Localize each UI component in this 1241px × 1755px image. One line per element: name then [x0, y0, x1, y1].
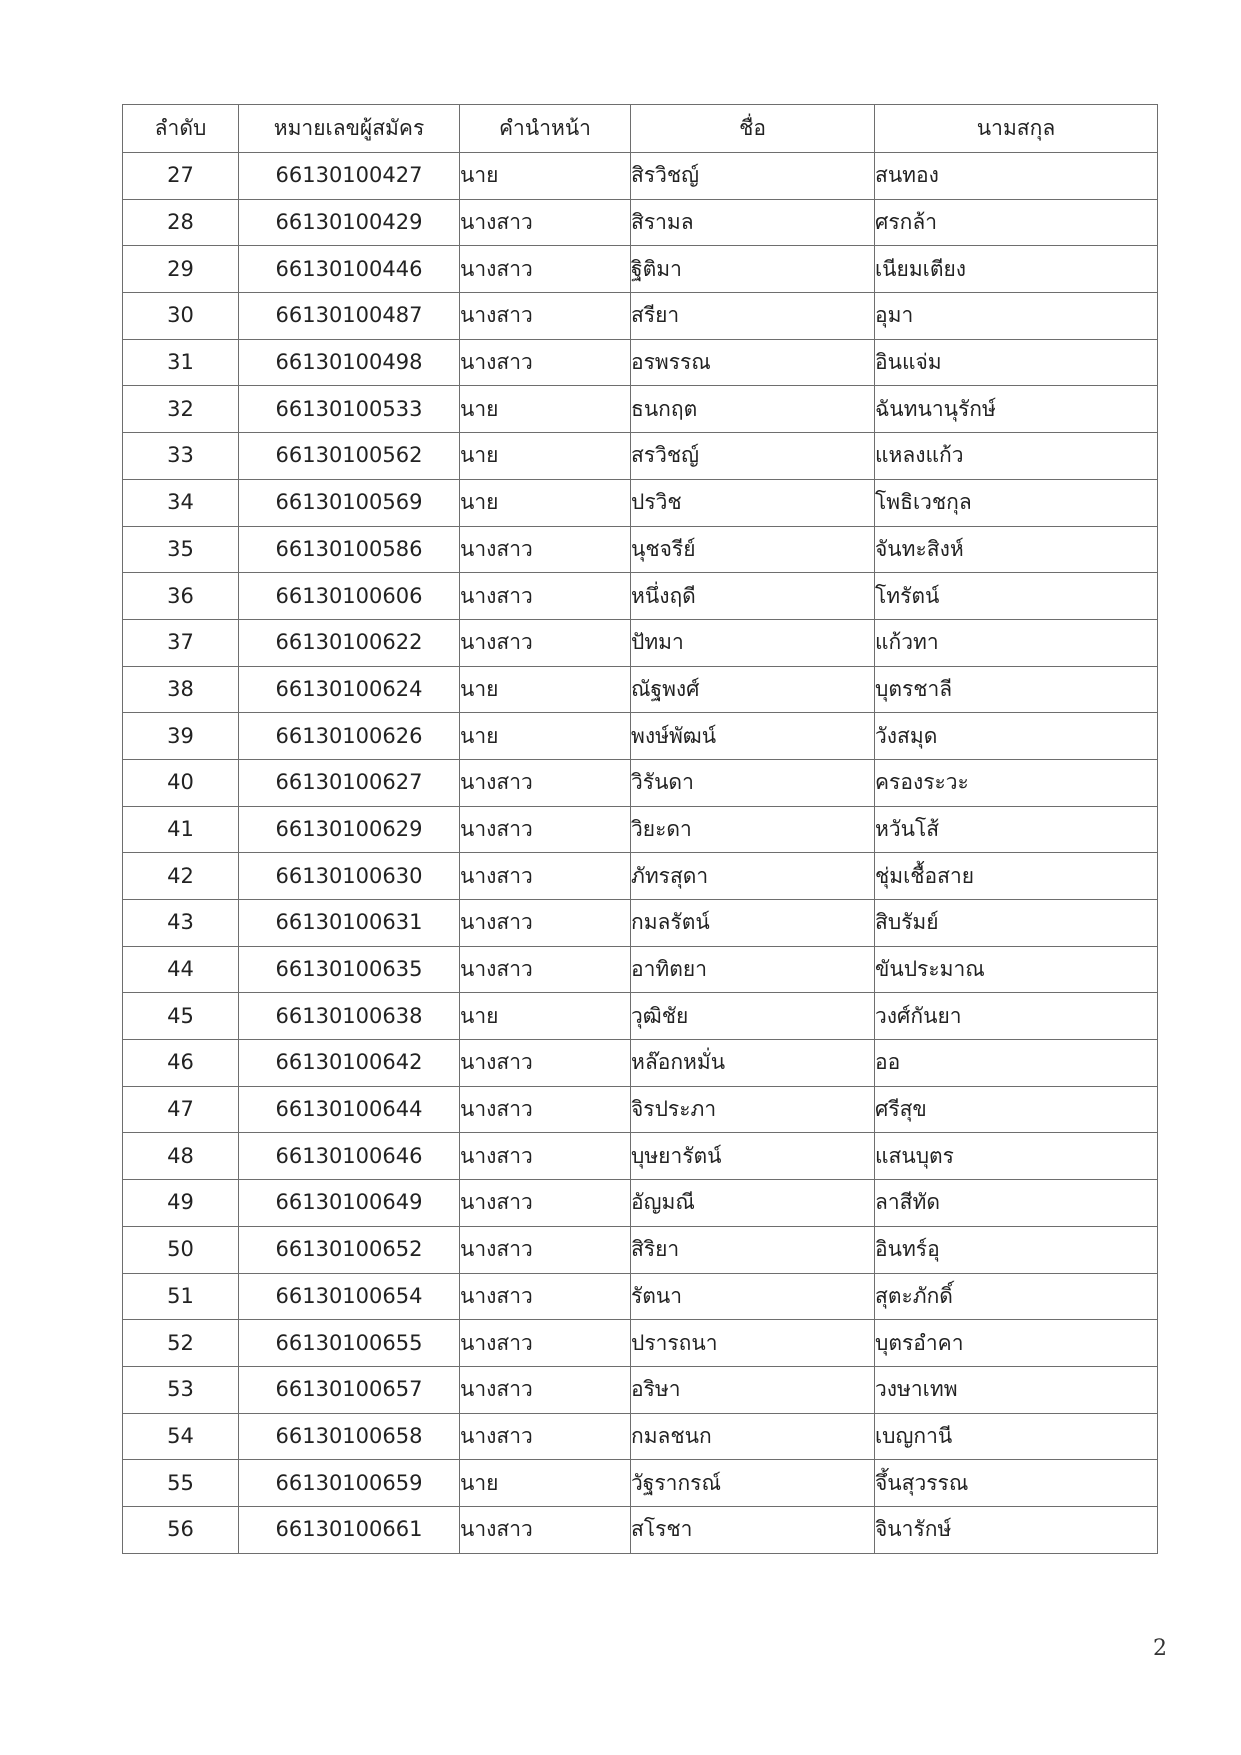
cell-first-name: สิริยา — [631, 1226, 875, 1273]
table-row — [123, 666, 1158, 713]
cell-prefix: นาย — [460, 386, 631, 433]
table-row — [123, 1320, 1158, 1367]
cell-applicant-id: 66130100427 — [239, 153, 460, 200]
cell-applicant-id: 66130100659 — [239, 1460, 460, 1507]
cell-last-name: วังสมุด — [875, 713, 1158, 760]
cell-last-name: แก้วทา — [875, 619, 1158, 666]
cell-first-name: อรพรรณ — [631, 339, 875, 386]
cell-first-name: ณัฐพงศ์ — [631, 666, 875, 713]
cell-prefix: นางสาว — [460, 1413, 631, 1460]
cell-prefix: นางสาว — [460, 946, 631, 993]
cell-no: 38 — [123, 666, 239, 713]
cell-no: 32 — [123, 386, 239, 433]
cell-prefix: นางสาว — [460, 759, 631, 806]
cell-last-name: ชุ่มเชื้อสาย — [875, 853, 1158, 900]
cell-no: 56 — [123, 1506, 239, 1553]
cell-last-name: บุตรชาลี — [875, 666, 1158, 713]
cell-no: 45 — [123, 993, 239, 1040]
table-row — [123, 433, 1158, 480]
cell-first-name: รัตนา — [631, 1273, 875, 1320]
table-row — [123, 199, 1158, 246]
cell-no: 42 — [123, 853, 239, 900]
cell-applicant-id: 66130100562 — [239, 433, 460, 480]
cell-no: 48 — [123, 1133, 239, 1180]
cell-last-name: อินแจ่ม — [875, 339, 1158, 386]
cell-prefix: นางสาว — [460, 1506, 631, 1553]
table-row — [123, 339, 1158, 386]
cell-last-name: ขันประมาณ — [875, 946, 1158, 993]
cell-no: 44 — [123, 946, 239, 993]
cell-no: 41 — [123, 806, 239, 853]
cell-no: 43 — [123, 900, 239, 947]
table-row — [123, 946, 1158, 993]
cell-first-name: อาทิตยา — [631, 946, 875, 993]
cell-applicant-id: 66130100626 — [239, 713, 460, 760]
cell-last-name: อุมา — [875, 293, 1158, 340]
cell-no: 36 — [123, 573, 239, 620]
cell-applicant-id: 66130100622 — [239, 619, 460, 666]
cell-last-name: วงษาเทพ — [875, 1366, 1158, 1413]
cell-last-name: อินทร์อุ — [875, 1226, 1158, 1273]
cell-last-name: บุตรอำคา — [875, 1320, 1158, 1367]
cell-first-name: วิรันดา — [631, 759, 875, 806]
table-row — [123, 759, 1158, 806]
cell-no: 33 — [123, 433, 239, 480]
cell-first-name: กมลรัตน์ — [631, 900, 875, 947]
cell-last-name: โพธิเวชกุล — [875, 479, 1158, 526]
cell-last-name: สุตะภักดิ์ — [875, 1273, 1158, 1320]
cell-first-name: หนึ่งฤดี — [631, 573, 875, 620]
cell-no: 35 — [123, 526, 239, 573]
cell-applicant-id: 66130100655 — [239, 1320, 460, 1367]
table-row — [123, 386, 1158, 433]
cell-applicant-id: 66130100629 — [239, 806, 460, 853]
table-row — [123, 1413, 1158, 1460]
cell-no: 55 — [123, 1460, 239, 1507]
table-row — [123, 853, 1158, 900]
cell-prefix: นางสาว — [460, 1226, 631, 1273]
cell-first-name: ปัทมา — [631, 619, 875, 666]
table-row — [123, 526, 1158, 573]
cell-applicant-id: 66130100498 — [239, 339, 460, 386]
cell-prefix: นางสาว — [460, 199, 631, 246]
header-prefix: คำนำหน้า — [460, 105, 631, 153]
cell-first-name: วุฒิชัย — [631, 993, 875, 1040]
cell-last-name: เนียมเตียง — [875, 246, 1158, 293]
cell-first-name: สิรวิชญ์ — [631, 153, 875, 200]
cell-no: 46 — [123, 1040, 239, 1087]
cell-prefix: นาย — [460, 433, 631, 480]
cell-first-name: ปรวิช — [631, 479, 875, 526]
cell-last-name: แสนบุตร — [875, 1133, 1158, 1180]
cell-no: 27 — [123, 153, 239, 200]
cell-first-name: นุชจรีย์ — [631, 526, 875, 573]
table-row — [123, 1460, 1158, 1507]
cell-last-name: ออ — [875, 1040, 1158, 1087]
cell-last-name: ครองระวะ — [875, 759, 1158, 806]
cell-applicant-id: 66130100646 — [239, 1133, 460, 1180]
table-row — [123, 293, 1158, 340]
cell-last-name: จันทะสิงห์ — [875, 526, 1158, 573]
cell-no: 28 — [123, 199, 239, 246]
cell-no: 40 — [123, 759, 239, 806]
cell-first-name: วัฐรากรณ์ — [631, 1460, 875, 1507]
cell-last-name: ศรกล้า — [875, 199, 1158, 246]
cell-prefix: นางสาว — [460, 1273, 631, 1320]
cell-applicant-id: 66130100649 — [239, 1180, 460, 1227]
table-row — [123, 619, 1158, 666]
cell-no: 47 — [123, 1086, 239, 1133]
header-no: ลำดับ — [123, 105, 239, 153]
table-header-row — [123, 105, 1158, 153]
cell-prefix: นาย — [460, 153, 631, 200]
table-row — [123, 806, 1158, 853]
table-body — [123, 153, 1158, 1554]
cell-applicant-id: 66130100644 — [239, 1086, 460, 1133]
cell-first-name: ธนกฤต — [631, 386, 875, 433]
cell-first-name: สรียา — [631, 293, 875, 340]
cell-applicant-id: 66130100429 — [239, 199, 460, 246]
cell-first-name: พงษ์พัฒน์ — [631, 713, 875, 760]
cell-no: 30 — [123, 293, 239, 340]
cell-last-name: แหลงแก้ว — [875, 433, 1158, 480]
cell-prefix: นาย — [460, 479, 631, 526]
cell-no: 29 — [123, 246, 239, 293]
table-row — [123, 1366, 1158, 1413]
cell-last-name: วงศ์กันยา — [875, 993, 1158, 1040]
cell-prefix: นางสาว — [460, 900, 631, 947]
cell-no: 37 — [123, 619, 239, 666]
page-number: 2 — [1153, 1636, 1167, 1661]
cell-no: 39 — [123, 713, 239, 760]
cell-no: 34 — [123, 479, 239, 526]
cell-applicant-id: 66130100630 — [239, 853, 460, 900]
cell-no: 49 — [123, 1180, 239, 1227]
cell-prefix: นางสาว — [460, 1366, 631, 1413]
table-row — [123, 1180, 1158, 1227]
table-row — [123, 1273, 1158, 1320]
cell-last-name: ศรีสุข — [875, 1086, 1158, 1133]
cell-prefix: นาย — [460, 666, 631, 713]
cell-prefix: นางสาว — [460, 853, 631, 900]
cell-applicant-id: 66130100638 — [239, 993, 460, 1040]
cell-no: 52 — [123, 1320, 239, 1367]
table-row — [123, 1506, 1158, 1553]
cell-applicant-id: 66130100586 — [239, 526, 460, 573]
cell-last-name: โทรัตน์ — [875, 573, 1158, 620]
table-row — [123, 153, 1158, 200]
table-row — [123, 1226, 1158, 1273]
cell-prefix: นางสาว — [460, 1040, 631, 1087]
cell-prefix: นางสาว — [460, 1086, 631, 1133]
header-first-name: ชื่อ — [631, 105, 875, 153]
cell-last-name: ลาสีทัด — [875, 1180, 1158, 1227]
cell-last-name: สนทอง — [875, 153, 1158, 200]
cell-prefix: นางสาว — [460, 806, 631, 853]
cell-no: 50 — [123, 1226, 239, 1273]
cell-no: 51 — [123, 1273, 239, 1320]
cell-no: 53 — [123, 1366, 239, 1413]
cell-first-name: วิยะดา — [631, 806, 875, 853]
cell-applicant-id: 66130100446 — [239, 246, 460, 293]
cell-prefix: นางสาว — [460, 246, 631, 293]
cell-prefix: นางสาว — [460, 573, 631, 620]
cell-applicant-id: 66130100624 — [239, 666, 460, 713]
cell-no: 31 — [123, 339, 239, 386]
cell-first-name: กมลชนก — [631, 1413, 875, 1460]
table-row — [123, 1086, 1158, 1133]
cell-applicant-id: 66130100569 — [239, 479, 460, 526]
cell-first-name: สรวิชญ์ — [631, 433, 875, 480]
cell-last-name: จินารักษ์ — [875, 1506, 1158, 1553]
cell-prefix: นางสาว — [460, 293, 631, 340]
cell-prefix: นาย — [460, 713, 631, 760]
cell-first-name: อัญมณี — [631, 1180, 875, 1227]
cell-first-name: สโรชา — [631, 1506, 875, 1553]
cell-applicant-id: 66130100658 — [239, 1413, 460, 1460]
cell-applicant-id: 66130100606 — [239, 573, 460, 620]
cell-applicant-id: 66130100635 — [239, 946, 460, 993]
cell-applicant-id: 66130100652 — [239, 1226, 460, 1273]
cell-applicant-id: 66130100654 — [239, 1273, 460, 1320]
cell-last-name: จึ้นสุวรรณ — [875, 1460, 1158, 1507]
table-row — [123, 993, 1158, 1040]
cell-prefix: นางสาว — [460, 619, 631, 666]
cell-applicant-id: 66130100533 — [239, 386, 460, 433]
cell-first-name: บุษยารัตน์ — [631, 1133, 875, 1180]
cell-last-name: ฉันทนานุรักษ์ — [875, 386, 1158, 433]
cell-prefix: นางสาว — [460, 1133, 631, 1180]
cell-first-name: ภัทรสุดา — [631, 853, 875, 900]
cell-first-name: ฐิติมา — [631, 246, 875, 293]
cell-applicant-id: 66130100657 — [239, 1366, 460, 1413]
table-row — [123, 1040, 1158, 1087]
table-row — [123, 713, 1158, 760]
cell-last-name: หวันโส้ — [875, 806, 1158, 853]
cell-applicant-id: 66130100487 — [239, 293, 460, 340]
cell-applicant-id: 66130100627 — [239, 759, 460, 806]
cell-prefix: นางสาว — [460, 526, 631, 573]
cell-last-name: สิบรัมย์ — [875, 900, 1158, 947]
cell-first-name: สิรามล — [631, 199, 875, 246]
cell-first-name: จิรประภา — [631, 1086, 875, 1133]
table-row — [123, 1133, 1158, 1180]
cell-last-name: เบญกานี — [875, 1413, 1158, 1460]
cell-prefix: นาย — [460, 993, 631, 1040]
cell-prefix: นาย — [460, 1460, 631, 1507]
applicant-table — [122, 104, 1158, 1554]
cell-applicant-id: 66130100661 — [239, 1506, 460, 1553]
table-row — [123, 900, 1158, 947]
table-row — [123, 246, 1158, 293]
cell-first-name: อริษา — [631, 1366, 875, 1413]
cell-no: 54 — [123, 1413, 239, 1460]
cell-first-name: หล๊อกหมั่น — [631, 1040, 875, 1087]
table-row — [123, 479, 1158, 526]
cell-applicant-id: 66130100642 — [239, 1040, 460, 1087]
header-last-name: นามสกุล — [875, 105, 1158, 153]
cell-prefix: นางสาว — [460, 1180, 631, 1227]
header-applicant-id: หมายเลขผู้สมัคร — [239, 105, 460, 153]
cell-applicant-id: 66130100631 — [239, 900, 460, 947]
cell-first-name: ปรารถนา — [631, 1320, 875, 1367]
table-row — [123, 573, 1158, 620]
cell-prefix: นางสาว — [460, 1320, 631, 1367]
cell-prefix: นางสาว — [460, 339, 631, 386]
